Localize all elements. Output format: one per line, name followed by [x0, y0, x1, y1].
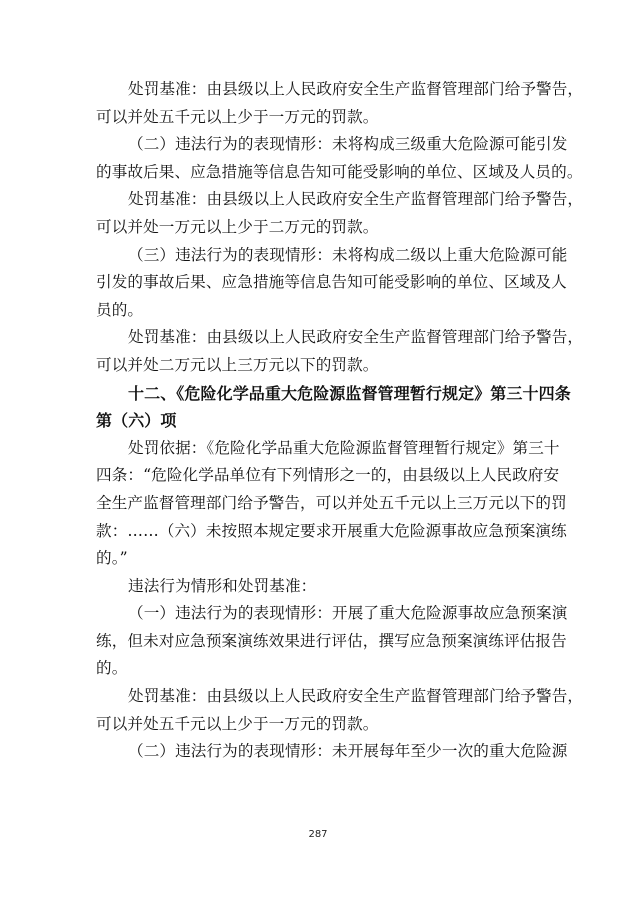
paragraph-line: 处罚基准：由县级以上人民政府安全生产监督管理部门给予警告，: [128, 687, 584, 706]
paragraph-line: 可以并处五千元以上少于一万元的罚款。: [96, 107, 379, 126]
paragraph-line: 的事故后果、应急措施等信息告知可能受影响的单位、区域及人员的。: [96, 162, 583, 181]
paragraph-line: 的。”: [96, 549, 128, 568]
paragraph-line: 四条：“危险化学品单位有下列情形之一的，由县级以上人民政府安: [96, 466, 560, 485]
paragraph-line: 引发的事故后果、应急措施等信息告知可能受影响的单位、区域及人: [96, 273, 567, 292]
paragraph-line: 处罚基准：由县级以上人民政府安全生产监督管理部门给予警告，: [128, 80, 584, 98]
paragraph-line: 处罚基准：由县级以上人民政府安全生产监督管理部门给予警告，: [128, 328, 584, 347]
paragraph-line: （二）违法行为的表现情形：未将构成三级重大危险源可能引发: [128, 135, 568, 154]
section-heading: 十二、《危险化学品重大危险源监督管理暂行规定》第三十四条: [128, 383, 571, 403]
paragraph-line: 的。: [96, 659, 128, 678]
paragraph-line: （三）违法行为的表现情形：未将构成二级以上重大危险源可能: [128, 245, 568, 264]
paragraph-line: 可以并处一万元以上少于二万元的罚款。: [96, 217, 379, 236]
section-heading: 第（六）项: [96, 411, 177, 431]
document-body: [96, 76, 584, 766]
page-number: 287: [308, 829, 328, 840]
paragraph-line: （一）违法行为的表现情形：开展了重大危险源事故应急预案演: [128, 604, 568, 623]
paragraph-line: 可以并处五千元以上少于一万元的罚款。: [96, 714, 379, 733]
paragraph-line: 处罚依据：《危险化学品重大危险源监督管理暂行规定》第三十: [128, 438, 560, 457]
paragraph-line: 全生产监督管理部门给予警告，可以并处五千元以上三万元以下的罚: [96, 493, 567, 512]
paragraph-line: 款：……（六）未按照本规定要求开展重大危险源事故应急预案演练: [96, 521, 567, 540]
paragraph-line: 违法行为情形和处罚基准：: [128, 576, 317, 595]
paragraph-line: 练，但未对应急预案演练效果进行评估，撰写应急预案演练评估报告: [96, 631, 567, 650]
paragraph-line: 可以并处二万元以上三万元以下的罚款。: [96, 355, 379, 374]
paragraph-line: 处罚基准：由县级以上人民政府安全生产监督管理部门给予警告，: [128, 190, 584, 209]
paragraph-line: 员的。: [96, 300, 144, 319]
paragraph-line: （二）违法行为的表现情形：未开展每年至少一次的重大危险源: [128, 742, 568, 761]
